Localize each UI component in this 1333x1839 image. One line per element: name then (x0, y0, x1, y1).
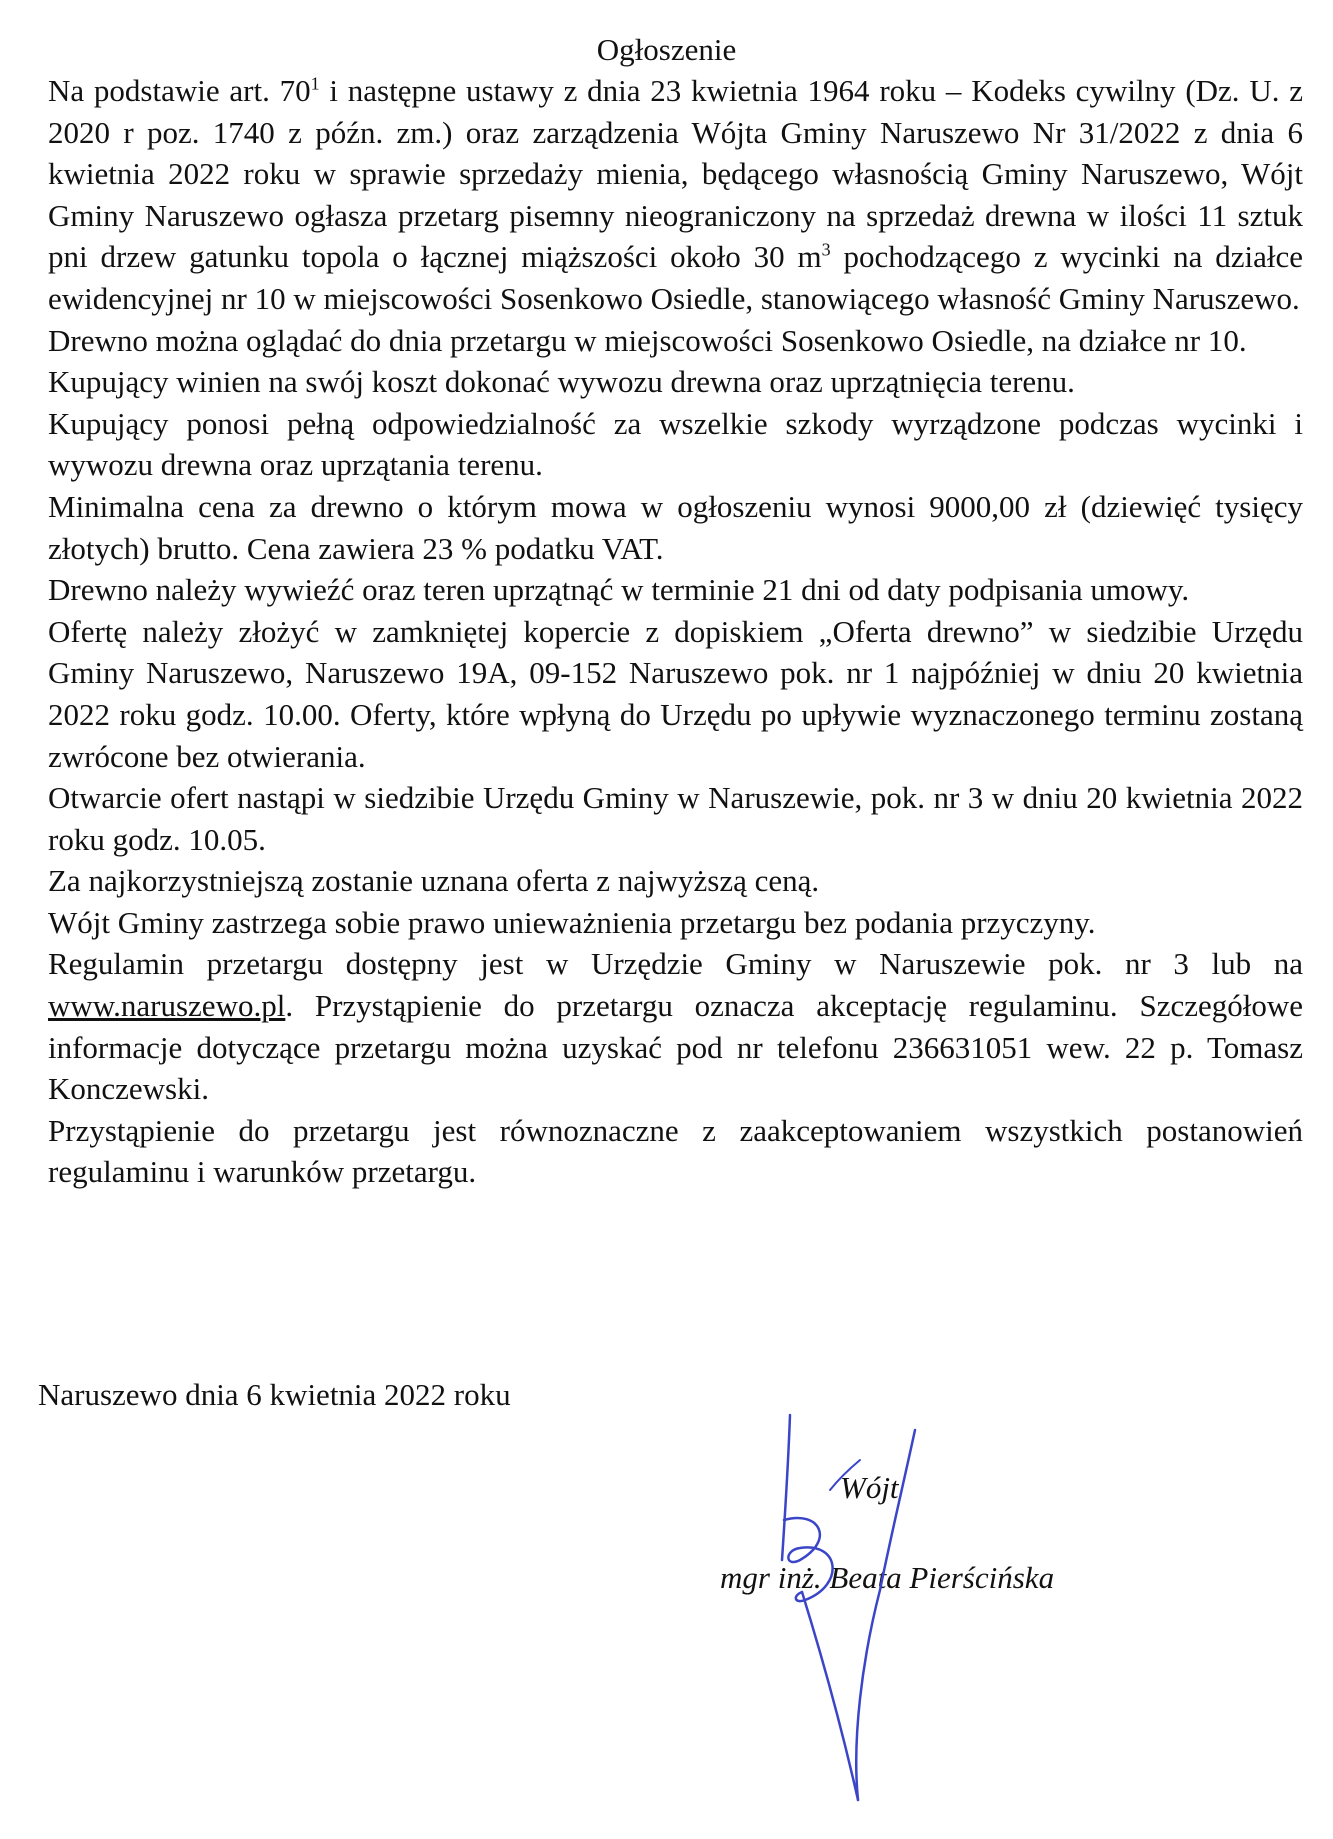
paragraph-text: Na podstawie art. 70 (48, 73, 311, 108)
paragraph-text: . Przystąpienie do przetargu oznacza akceptację regulaminu. Szczegółowe informacje dotyczące przetargu można uzyskać pod nr telefonu 236631051 wew. 22 p. Tomasz Konczewski. (48, 988, 1303, 1107)
paragraph-text: pochodzącego z wycinki na działce ewidencyjnej nr 10 w miejscowości Sosenkowo Osiedle, stanowiącego własność Gminy Naruszewo. (48, 239, 1303, 316)
signature-name: mgr inż. Beata Pierścińska (720, 1560, 1055, 1595)
paragraph-minimum-price: Minimalna cena za drewno o którym mowa w ogłoszeniu wynosi 9000,00 zł (dziewięć tysięcy złotych) brutto. Cena zawiera 23 % podatku VAT. (48, 488, 1303, 566)
paragraph-removal-deadline: Drewno należy wywieźć oraz teren uprzątnąć w terminie 21 dni od daty podpisania umowy. (48, 572, 1190, 608)
document-title: Ogłoszenie (596, 32, 737, 67)
document-body (48, 70, 1303, 1193)
paragraph-cancellation: Wójt Gminy zastrzega sobie prawo unieważnienia przetargu bez podania przyczyny. (48, 904, 1096, 940)
paragraph-inspection: Drewno można oglądać do dnia przetargu w miejscowości Sosenkowo Osiedle, na działce nr 10. (48, 322, 1247, 358)
paragraph-acceptance: Przystąpienie do przetargu jest równoznaczne z zaakceptowaniem wszystkich postanowień regulaminu i warunków przetargu. (48, 1112, 1303, 1190)
paragraph-regulations (48, 943, 1303, 1109)
paragraph-legal-basis (48, 70, 1303, 320)
paragraph-offer-opening: Otwarcie ofert nastąpi w siedzibie Urzędu Gminy w Naruszewie, pok. nr 3 w dniu 20 kwietnia 2022 roku godz. 10.05. (48, 780, 1303, 857)
paragraph-text: i następne ustawy z dnia 23 kwietnia 1964 roku – Kodeks cywilny (Dz. U. z 2020 r poz. 1740 z późn. zm.) oraz zarządzenia Wójta Gminy Naruszewo Nr 31/2022 z dnia 6 kwietnia 2022 roku w sprawie sprzedaży mienia, będącego własnością Gminy Naruszewo, Wójt Gminy Naruszewo ogłasza przetarg pisemny nieograniczony na sprzedaż drewna w ilości 11 sztuk pni drzew gatunku topola o łącznej miąższości około 30 m (48, 73, 1303, 275)
paragraph-liability: Kupujący ponosi pełną odpowiedzialność za wszelkie szkody wyrządzone podczas wycinki i wywozu drewna oraz uprzątania terenu. (48, 405, 1303, 483)
date-line: Naruszewo dnia 6 kwietnia 2022 roku (38, 1377, 511, 1412)
handwritten-signature-icon (780, 1410, 920, 1810)
superscript: 1 (310, 73, 320, 94)
superscript: 3 (821, 240, 831, 261)
website-link[interactable]: www.naruszewo.pl (48, 988, 286, 1024)
paragraph-buyer-obligation: Kupujący winien na swój koszt dokonać wywozu drewna oraz uprzątnięcia terenu. (48, 364, 1075, 400)
paragraph-text: Regulamin przetargu dostępny jest w Urzędzie Gminy w Naruszewie pok. nr 3 lub na (48, 946, 1303, 982)
paragraph-offer-submission: Ofertę należy złożyć w zamkniętej kopercie z dopiskiem „Oferta drewno” w siedzibie Urzędu Gminy Naruszewo, Naruszewo 19A, 09-152 Naruszewo pok. nr 1 najpóźniej w dniu 20 kwietnia 2022 roku godz. 10.00. Oferty, które wpłyną do Urzędu po upływie wyznaczonego terminu zostaną zwrócone bez otwierania. (48, 613, 1303, 774)
paragraph-selection: Za najkorzystniejszą zostanie uznana oferta z najwyższą ceną. (48, 863, 820, 899)
signature-title: Wójt (840, 1470, 899, 1505)
